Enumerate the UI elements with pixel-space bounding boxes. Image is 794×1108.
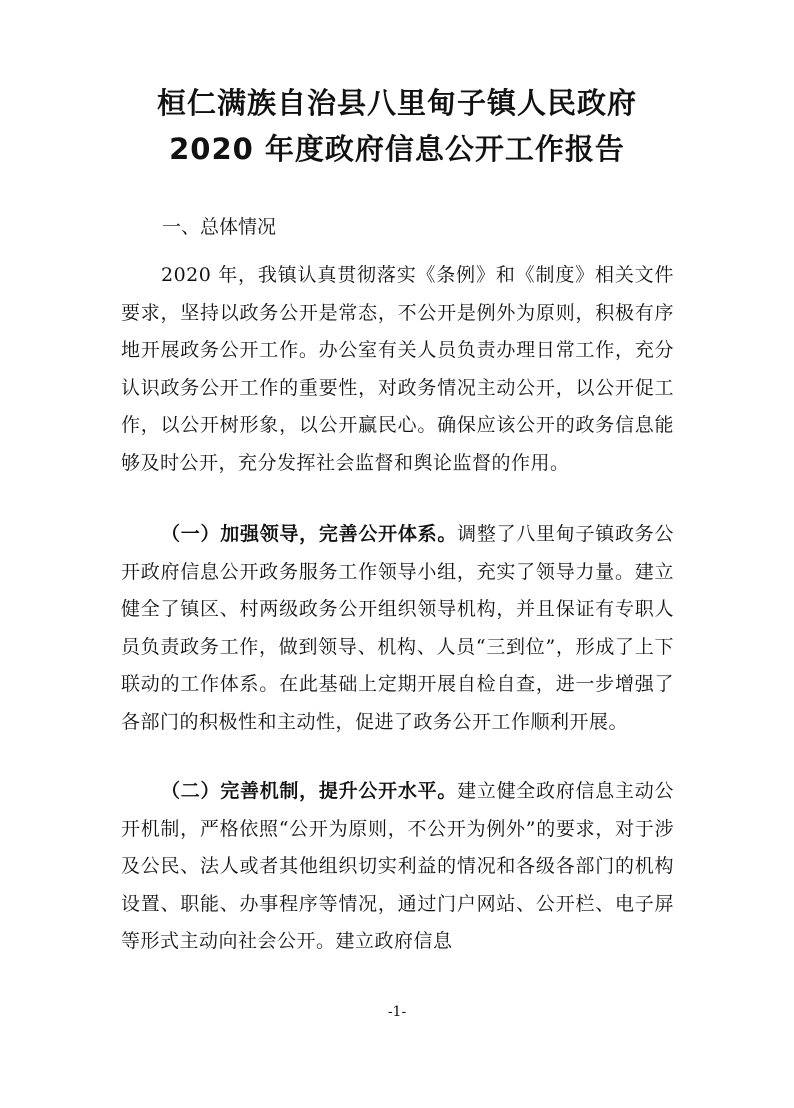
section-heading-overview: 一、总体情况: [162, 216, 277, 238]
paragraph-lead: （一）加强领导，完善公开体系。: [161, 523, 458, 545]
paragraph-overview: [121, 257, 674, 482]
paragraph-text: 调整了八里甸子镇政务公开政府信息公开政务服务工作领导小组，充实了领导力量。建立健全了镇区、村两级政务公开组织领导机构，并且保证有专职人员负责政务工作，做到领导、机构、人员“三到位”，形成了上下联动的工作体系。在此基础上定期开展自检自查，进一步增强了各部门的积极性和主动性，促进了政务公开工作顺利开展。: [121, 523, 674, 733]
paragraph-lead: （二）完善机制，提升公开水平。: [161, 780, 458, 802]
paragraph-text: 建立健全政府信息主动公开机制，严格依照“公开为原则，不公开为例外”的要求，对于涉及公民、法人或者其他组织切实利益的情况和各级各部门的机构设置、职能、办事程序等情况，通过门户网站、公开栏、电子屏等形式主动向社会公开。建立政府信息: [121, 780, 674, 952]
paragraph-mechanism: [121, 773, 674, 961]
document-title-line2: 2020 年度政府信息公开工作报告: [169, 132, 625, 166]
paragraph-text: 2020 年，我镇认真贯彻落实《条例》和《制度》相关文件要求，坚持以政务公开是常态，不公开是例外为原则，积极有序地开展政务公开工作。办公室有关人员负责办理日常工作，充分认识政务公开工作的重要性，对政务情况主动公开，以公开促工作，以公开树形象，以公开赢民心。确保应该公开的政务信息能够及时公开，充分发挥社会监督和舆论监督的作用。: [121, 264, 674, 474]
page-number: -1-: [387, 1004, 407, 1020]
document-title-line1: 桓仁满族自治县八里甸子镇人民政府: [156, 86, 637, 120]
paragraph-leadership: [121, 516, 674, 741]
